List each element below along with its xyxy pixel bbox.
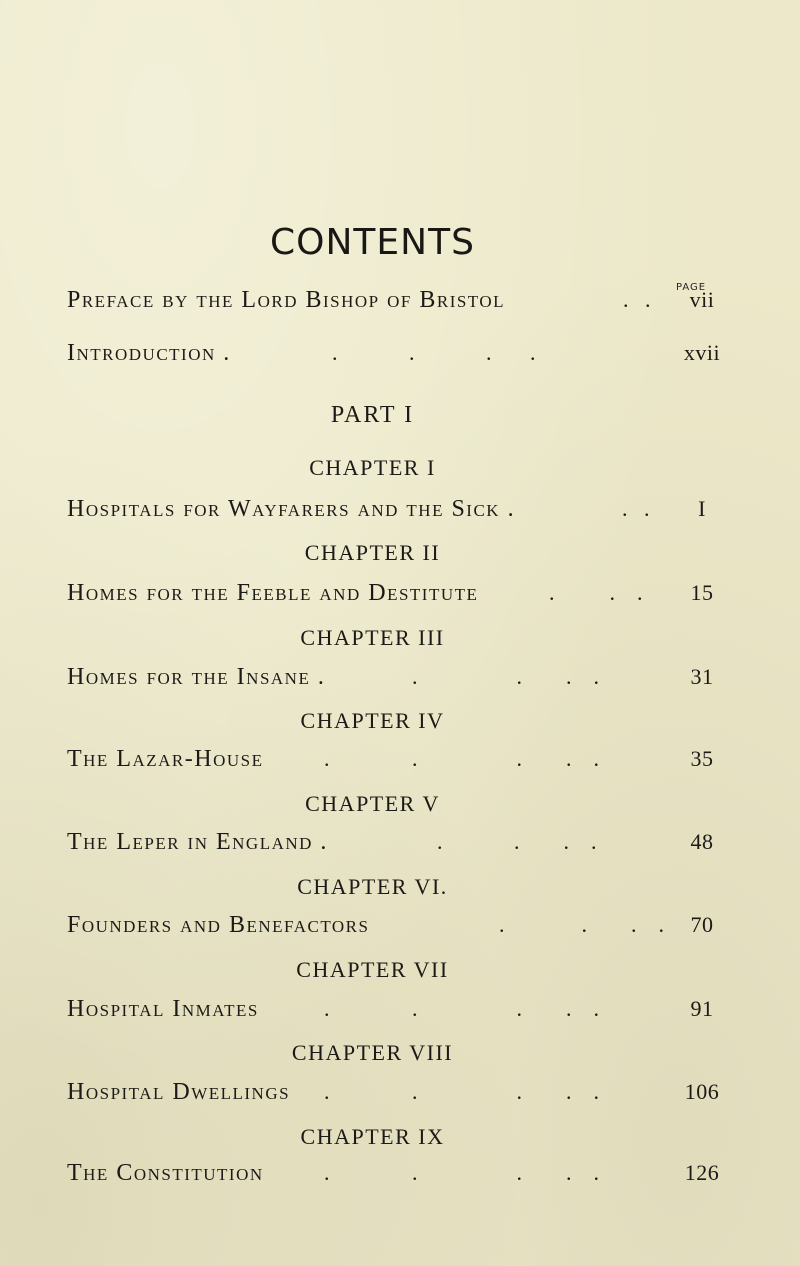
- toc-entry-title: Hospitals for Wayfarers and the Sick .: [67, 496, 516, 522]
- dot-leader: . . . . .: [324, 1160, 599, 1185]
- dot-leader: . . .: [549, 580, 643, 605]
- toc-entry-chapter-5: [67, 829, 737, 859]
- chapter-heading: CHAPTER IX: [300, 1124, 445, 1149]
- toc-entry-title: Preface by the Lord Bishop of Bristol: [67, 287, 506, 313]
- chapter-heading: CHAPTER I: [309, 455, 436, 480]
- chapter-heading: CHAPTER V: [305, 791, 440, 816]
- toc-entry-chapter-6: [67, 912, 737, 942]
- dot-leader: . . . .: [499, 912, 664, 937]
- toc-entry-title: Homes for the Insane .: [67, 664, 326, 690]
- toc-entry-title: The Constitution: [67, 1160, 264, 1186]
- toc-entry-title: The Lazar-House: [67, 746, 264, 772]
- toc-entry-page: I: [698, 496, 706, 521]
- dot-leader: . . . . .: [324, 1079, 599, 1104]
- toc-entry-chapter-3: [67, 664, 737, 694]
- dot-leader: . . . .: [332, 340, 536, 365]
- toc-entry-title: Hospital Inmates: [67, 996, 259, 1022]
- chapter-heading: CHAPTER III: [300, 625, 445, 650]
- toc-entry-chapter-1: [67, 496, 737, 526]
- toc-entry-preface: [67, 287, 737, 317]
- toc-entry-chapter-4: [67, 746, 737, 776]
- dot-leader: . . . . .: [324, 996, 599, 1021]
- part-heading: PART I: [330, 402, 415, 428]
- toc-entry-title: Homes for the Feeble and Destitute: [67, 580, 479, 606]
- toc-entry-title: Hospital Dwellings: [67, 1079, 291, 1105]
- toc-entry-title: Introduction .: [67, 340, 231, 366]
- toc-entry-page: vii: [689, 287, 715, 312]
- toc-entry-title: Founders and Benefactors: [67, 912, 370, 938]
- toc-entry-chapter-2: [67, 580, 737, 610]
- toc-entry-chapter-9: [67, 1160, 737, 1190]
- dot-leader: . .: [623, 287, 651, 312]
- toc-entry-page: 106: [684, 1079, 720, 1104]
- dot-leader: . .: [622, 496, 650, 521]
- dot-leader: . . . .: [412, 664, 599, 689]
- chapter-heading: CHAPTER II: [304, 540, 441, 565]
- toc-entry-page: 15: [690, 580, 714, 605]
- toc-entry-page: xvii: [683, 340, 721, 365]
- chapter-heading: CHAPTER VII: [296, 957, 449, 982]
- toc-entry-page: 35: [690, 746, 714, 771]
- toc-entry-chapter-8: [67, 1079, 737, 1109]
- toc-entry-title: The Leper in England .: [67, 829, 328, 855]
- toc-entry-page: 70: [690, 912, 714, 937]
- toc-entry-page: 48: [690, 829, 714, 854]
- chapter-heading: CHAPTER VI.: [297, 874, 448, 899]
- dot-leader: . . . .: [437, 829, 597, 854]
- toc-entry-chapter-7: [67, 996, 737, 1026]
- toc-entry-page: 31: [690, 664, 714, 689]
- toc-entry-introduction: [67, 340, 737, 370]
- chapter-heading: CHAPTER IV: [300, 708, 445, 733]
- chapter-heading: CHAPTER VIII: [291, 1040, 454, 1065]
- page-column-label: PAGE: [676, 282, 707, 293]
- toc-entry-page: 126: [684, 1160, 720, 1185]
- toc-entry-page: 91: [690, 996, 714, 1021]
- page-title: CONTENTS: [270, 222, 475, 263]
- dot-leader: . . . . .: [324, 746, 599, 771]
